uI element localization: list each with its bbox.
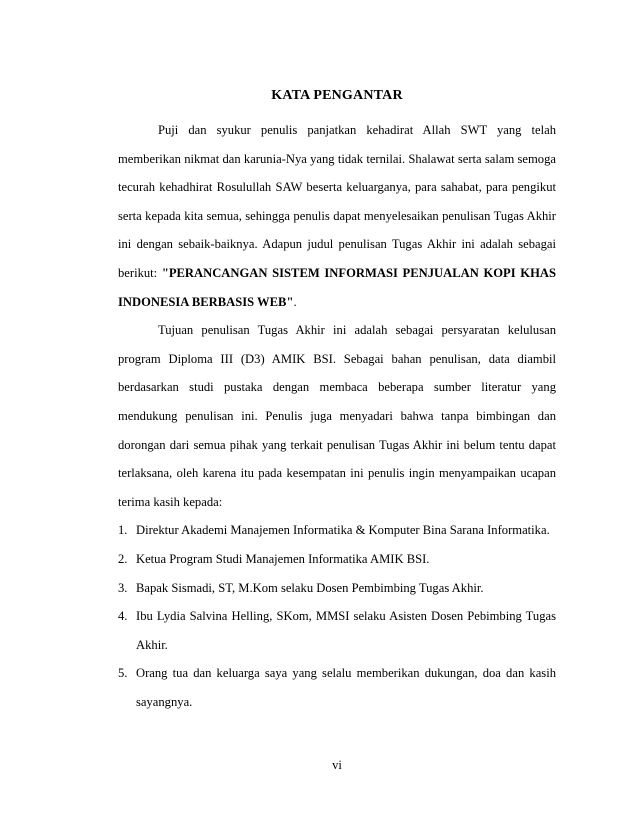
list-item: [118, 602, 556, 659]
paragraph-intro: [118, 116, 556, 316]
thanks-list: [118, 516, 556, 716]
document-body: [118, 116, 556, 716]
list-item: [118, 659, 556, 716]
list-item-text: Orang tua dan keluarga saya yang selalu memberikan dukungan, doa dan kasih sayangnya.: [136, 666, 556, 709]
list-item-number: 3.: [118, 580, 128, 595]
list-item: [118, 545, 556, 574]
list-item-text: Bapak Sismadi, ST, M.Kom selaku Dosen Pembimbing Tugas Akhir.: [136, 580, 484, 595]
list-item-number: 1.: [118, 523, 128, 538]
list-item: [118, 516, 556, 545]
page-title: KATA PENGANTAR: [271, 88, 403, 103]
document-page: [118, 0, 556, 825]
paragraph-purpose: Tujuan penulisan Tugas Akhir ini adalah sebagai persyaratan kelulusan program Diploma III (D3) AMIK BSI. Sebagai bahan penulisan, data diambil berdasarkan studi pustaka dengan membaca beberapa sumber literatur yang mendukung penulisan ini. Penulis juga menyadari bahwa tanpa bimbingan dan dorongan dari semua pihak yang terkait penulisan Tugas Akhir ini belum tentu dapat terlaksana, oleh karena itu pada kesempatan ini penulis ingin menyampaikan ucapan terima kasih kepada:: [118, 323, 556, 509]
list-item-number: 4.: [118, 609, 128, 624]
list-item-number: 5.: [118, 666, 128, 681]
page-number: vi: [332, 758, 342, 772]
paragraph-intro-text: Puji dan syukur penulis panjatkan kehadirat Allah SWT yang telah memberikan nikmat dan karunia-Nya yang tidak ternilai. Shalawat serta salam semoga tecurah kehadhirat Rosulullah SAW beserta keluarganya, para sahabat, para pengikut serta kepada kita semua, sehingga penulis dapat menyelesaikan penulisan Tugas Akhir ini dengan sebaik-baiknya. Adapun judul penulisan Tugas Akhir ini adalah sebagai berikut:: [118, 123, 556, 280]
list-item-text: Ketua Program Studi Manajemen Informatika AMIK BSI.: [136, 551, 430, 566]
list-item-text: Direktur Akademi Manajemen Informatika & Komputer Bina Sarana Informatika.: [136, 523, 550, 538]
thesis-title: "PERANCANGAN SISTEM INFORMASI PENJUALAN KOPI KHAS INDONESIA BERBASIS WEB": [118, 265, 556, 309]
list-item: [118, 574, 556, 603]
list-item-number: 2.: [118, 551, 128, 566]
paragraph-intro-end: .: [293, 294, 297, 309]
list-item-text: Ibu Lydia Salvina Helling, SKom, MMSI selaku Asisten Dosen Pebimbing Tugas Akhir.: [136, 609, 556, 652]
